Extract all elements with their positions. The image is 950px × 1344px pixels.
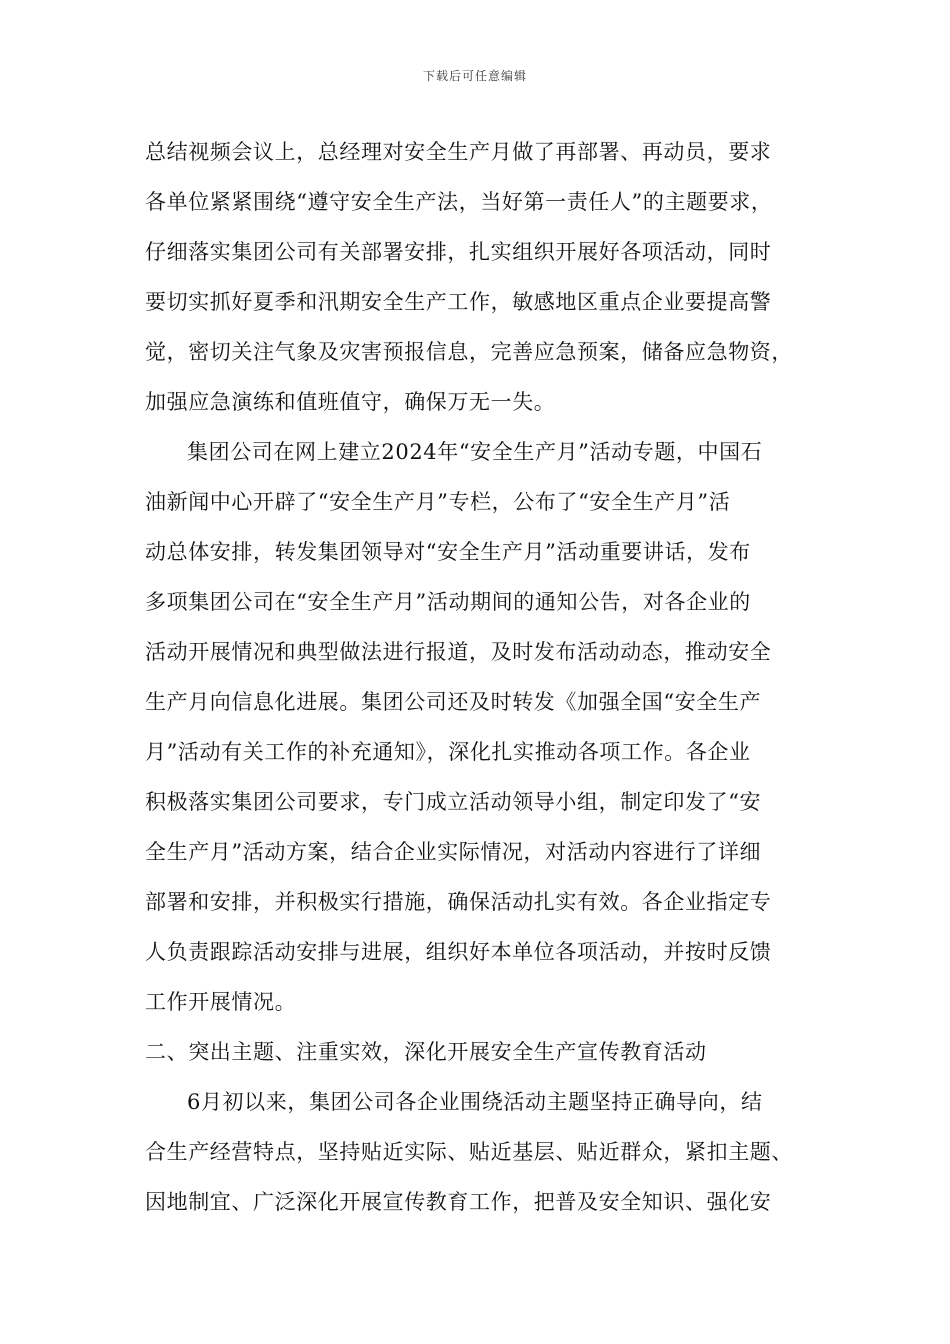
text-line: 生产月向信息化进展。集团公司还及时转发《加强全国“安全生产 xyxy=(145,690,762,714)
document-body xyxy=(145,127,810,1227)
paragraph-online-topic xyxy=(145,427,810,1027)
text-line: 合生产经营特点，坚持贴近实际、贴近基层、贴近群众，紧扣主题、 xyxy=(145,1140,793,1164)
text-line: 月”活动有关工作的补充通知》，深化扎实推动各项工作。各企业 xyxy=(145,740,751,764)
text-line: 部署和安排，并积极实行措施，确保活动扎实有效。各企业指定专 xyxy=(145,890,772,914)
text-line: 积极落实集团公司要求，专门成立活动领导小组，制定印发了“安 xyxy=(145,790,762,814)
paragraph-meeting-summary xyxy=(145,127,810,427)
text-line: 仔细落实集团公司有关部署安排，扎实组织开展好各项活动，同时 xyxy=(145,240,772,264)
text-line: 要切实抓好夏季和汛期安全生产工作，敏感地区重点企业要提高警 xyxy=(145,290,772,314)
text-line: 油新闻中心开辟了“安全生产月”专栏，公布了“安全生产月”活 xyxy=(145,490,731,514)
text-line: 因地制宜、广泛深化开展宣传教育工作，把普及安全知识、强化安 xyxy=(145,1190,772,1214)
text-line: 觉，密切关注气象及灾害预报信息，完善应急预案，储备应急物资， xyxy=(145,340,793,364)
text-line: 工作开展情况。 xyxy=(145,990,297,1014)
text-line: 人负责跟踪活动安排与进展，组织好本单位各项活动，并按时反馈 xyxy=(145,940,772,964)
text-line: 多项集团公司在“安全生产月”活动期间的通知公告，对各企业的 xyxy=(145,590,751,614)
text-line: 加强应急演练和值班值守，确保万无一失。 xyxy=(145,390,556,414)
text-line: 动总体安排，转发集团领导对“安全生产月”活动重要讲话，发布 xyxy=(145,540,751,564)
text-line: 各单位紧紧围绕“遵守安全生产法，当好第一责任人”的主题要求， xyxy=(145,190,773,214)
heading-line: 二、突出主题、注重实效，深化开展安全生产宣传教育活动 xyxy=(145,1040,707,1064)
text-line: 总结视频会议上，总经理对安全生产月做了再部署、再动员，要求 xyxy=(145,140,772,164)
section-heading xyxy=(145,1027,810,1077)
page-header-note: 下载后可任意编辑 xyxy=(422,69,527,83)
paragraph-education-activities xyxy=(145,1077,810,1227)
text-line: 活动开展情况和典型做法进行报道，及时发布活动动态，推动安全 xyxy=(145,640,772,664)
text-line: 6月初以来，集团公司各企业围绕活动主题坚持正确导向，结 xyxy=(187,1090,763,1114)
text-line: 全生产月”活动方案，结合企业实际情况，对活动内容进行了详细 xyxy=(145,840,762,864)
text-line: 集团公司在网上建立2024年“安全生产月”活动专题，中国石 xyxy=(187,440,763,464)
